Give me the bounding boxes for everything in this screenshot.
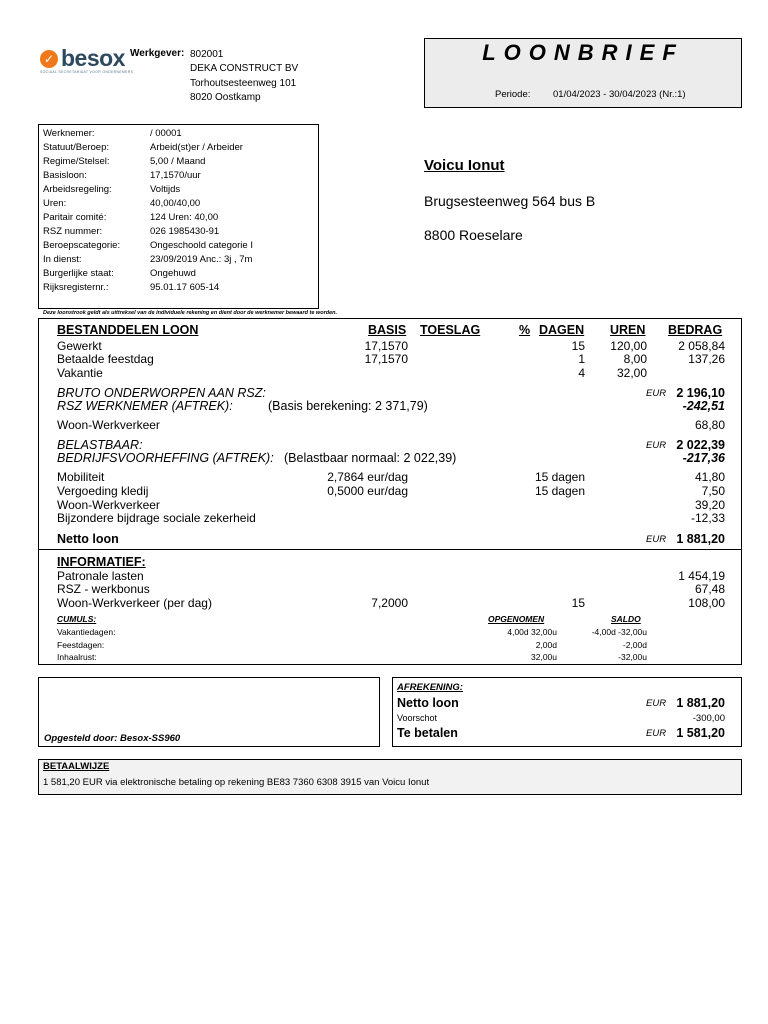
info-bedrag: 1 454,19 <box>678 569 725 583</box>
te-betalen-label: Te betalen <box>397 726 458 740</box>
employee-key: Regime/Stelsel: <box>43 156 110 167</box>
row-basis: 17,1570 <box>364 339 408 353</box>
row-basis: 2,7864 eur/dag <box>327 470 408 484</box>
cumul-label: Vakantiedagen: <box>57 627 116 637</box>
col-header-bedrag: BEDRAG <box>668 323 723 337</box>
netto-label: Netto loon <box>57 532 119 546</box>
info-label: Patronale lasten <box>57 569 144 583</box>
cumuls-opgenomen-header: OPGENOMEN <box>488 614 545 624</box>
employee-value: 23/09/2019 Anc.: 3j , 7m <box>150 254 253 265</box>
employee-key: Werknemer: <box>43 128 95 139</box>
employee-key: Basisloon: <box>43 170 87 181</box>
cumul-label: Feestdagen: <box>57 640 105 650</box>
period-label: Periode: <box>495 89 531 100</box>
employee-key: RSZ nummer: <box>43 226 103 237</box>
netto-value: 1 881,20 <box>676 532 725 546</box>
cumul-opgenomen: 4,00d 32,00u <box>507 627 557 637</box>
row-bedrag: -12,33 <box>690 511 725 525</box>
employee-value: 5,00 / Maand <box>150 156 206 167</box>
bruto-value: 2 196,10 <box>676 386 725 400</box>
row-bedrag: 7,50 <box>701 484 725 498</box>
employee-value: Arbeid(st)er / Arbeider <box>150 142 243 153</box>
employer-label: Werkgever: <box>130 48 185 59</box>
row-dagen: 15 <box>571 339 585 353</box>
employer-number: 802001 <box>190 49 224 60</box>
company-logo <box>40 45 134 77</box>
info-label: RSZ - werkbonus <box>57 582 150 596</box>
info-bedrag: 67,48 <box>694 582 725 596</box>
employee-value: 95.01.17 605-14 <box>150 282 220 293</box>
row-bedrag: 2 058,84 <box>678 339 725 353</box>
info-title: INFORMATIEF: <box>57 555 146 569</box>
row-bedrag: 137,26 <box>688 352 725 366</box>
woon-werkverkeer-value: 68,80 <box>694 418 725 432</box>
payslip-title: LOONBRIEF <box>482 40 684 65</box>
row-label: Vergoeding kledij <box>57 484 149 498</box>
col-header-label: BESTANDDELEN LOON <box>57 323 199 337</box>
voorschot-label: Voorschot <box>397 713 438 723</box>
belastbaar-label: BELASTBAAR: <box>57 438 143 452</box>
cumul-label: Inhaalrust: <box>57 652 97 662</box>
row-uren: 8,00 <box>623 352 647 366</box>
logo-tagline: SOCIAAL SECRETARIAAT VOOR ONDERNEMERS <box>40 70 134 74</box>
employee-value: Ongehuwd <box>150 268 196 279</box>
period-value: 01/04/2023 - 30/04/2023 (Nr.:1) <box>553 89 686 100</box>
col-header-percent: % <box>519 323 531 337</box>
bedrijfsvoorheffing-basis: (Belastbaar normaal: 2 022,39) <box>284 451 457 465</box>
cumul-saldo: -32,00u <box>618 652 647 662</box>
row-bedrag: 39,20 <box>694 498 725 512</box>
employee-value: 124 Uren: 40,00 <box>150 212 219 223</box>
bedrijfsvoorheffing-label: BEDRIJFSVOORHEFFING (AFTREK): <box>57 451 274 465</box>
bruto-currency: EUR <box>646 388 667 399</box>
employee-value: Voltijds <box>150 184 181 195</box>
row-dagen: 15 dagen <box>534 484 585 498</box>
payment-text: 1 581,20 EUR via elektronische betaling op rekening BE83 7360 6308 3915 van Voicu Ionut <box>43 777 430 788</box>
rsz-label: RSZ WERKNEMER (AFTREK): <box>57 399 233 413</box>
info-bedrag: 108,00 <box>688 596 725 610</box>
row-label: Gewerkt <box>57 339 102 353</box>
row-dagen: 4 <box>578 366 585 380</box>
col-header-dagen: DAGEN <box>539 323 585 337</box>
employee-key: Arbeidsregeling: <box>43 184 112 195</box>
row-uren: 120,00 <box>610 339 647 353</box>
row-uren: 32,00 <box>616 366 647 380</box>
recipient-city: 8800 Roeselare <box>424 227 523 243</box>
employee-value: 40,00/40,00 <box>150 198 201 209</box>
employee-value: 026 1985430-91 <box>150 226 220 237</box>
check-icon: ✓ <box>40 50 58 68</box>
legal-notice: Deze loonstrook geldt als uittreksel van de individuele rekening en dient door de werknemer bewaard te worden. <box>43 310 338 316</box>
bedrijfsvoorheffing-value: -217,36 <box>682 451 725 465</box>
belastbaar-currency: EUR <box>646 440 667 451</box>
rsz-value: -242,51 <box>682 399 725 413</box>
row-label: Vakantie <box>57 366 103 380</box>
cumul-opgenomen: 2,00d <box>535 640 557 650</box>
info-basis: 7,2000 <box>371 596 408 610</box>
payment-title: BETAALWIJZE <box>43 761 110 772</box>
employee-value: Ongeschoold categorie I <box>150 240 253 251</box>
info-dagen: 15 <box>571 596 585 610</box>
cumuls-label: CUMULS: <box>57 614 97 624</box>
woon-werkverkeer-label: Woon-Werkverkeer <box>57 418 160 432</box>
employee-value: / 00001 <box>150 128 182 139</box>
te-betalen-value: 1 581,20 <box>676 726 725 740</box>
row-label: Mobiliteit <box>57 470 105 484</box>
employer-city: 8020 Oostkamp <box>190 92 261 103</box>
section-divider <box>38 549 742 550</box>
row-dagen: 15 dagen <box>534 470 585 484</box>
col-header-basis: BASIS <box>368 323 407 337</box>
row-bedrag: 41,80 <box>694 470 725 484</box>
col-header-toeslag: TOESLAG <box>420 323 481 337</box>
logo-wordmark: besox <box>61 45 125 71</box>
recipient-name: Voicu Ionut <box>424 157 505 174</box>
info-label: Woon-Werkverkeer (per dag) <box>57 596 212 610</box>
employee-key: In dienst: <box>43 254 82 265</box>
cumul-saldo: -2,00d <box>622 640 647 650</box>
settlement-netto-currency: EUR <box>646 698 667 709</box>
voorschot-value: -300,00 <box>692 713 725 724</box>
employee-key: Burgerlijke staat: <box>43 268 114 279</box>
bruto-label: BRUTO ONDERWORPEN AAN RSZ: <box>57 386 266 400</box>
employee-value: 17,1570/uur <box>150 170 201 181</box>
settlement-title: AFREKENING: <box>397 682 463 693</box>
employer-name: DEKA CONSTRUCT BV <box>190 63 299 74</box>
netto-currency: EUR <box>646 534 667 545</box>
belastbaar-value: 2 022,39 <box>676 438 725 452</box>
cumul-saldo: -4,00d -32,00u <box>591 627 647 637</box>
employee-key: Paritair comité: <box>43 212 107 223</box>
row-basis: 0,5000 eur/dag <box>327 484 408 498</box>
col-header-uren: UREN <box>610 323 646 337</box>
employee-key: Rijksregisternr.: <box>43 282 109 293</box>
row-dagen: 1 <box>578 352 585 366</box>
recipient-street: Brugsesteenweg 564 bus B <box>424 193 596 209</box>
settlement-netto-label: Netto loon <box>397 696 459 710</box>
row-label: Bijzondere bijdrage sociale zekerheid <box>57 511 256 525</box>
prepared-by: Opgesteld door: Besox-SS960 <box>44 733 181 744</box>
settlement-netto-value: 1 881,20 <box>676 696 725 710</box>
row-basis: 17,1570 <box>364 352 408 366</box>
row-label: Woon-Werkverkeer <box>57 498 160 512</box>
employee-key: Beroepscategorie: <box>43 240 121 251</box>
cumul-opgenomen: 32,00u <box>531 652 557 662</box>
row-label: Betaalde feestdag <box>57 352 154 366</box>
rsz-basis: (Basis berekening: 2 371,79) <box>268 399 428 413</box>
employee-key: Statuut/Beroep: <box>43 142 110 153</box>
employee-key: Uren: <box>43 198 67 209</box>
employer-street: Torhoutsesteenweg 101 <box>190 78 297 89</box>
te-betalen-currency: EUR <box>646 728 667 739</box>
cumuls-saldo-header: SALDO <box>611 614 641 624</box>
